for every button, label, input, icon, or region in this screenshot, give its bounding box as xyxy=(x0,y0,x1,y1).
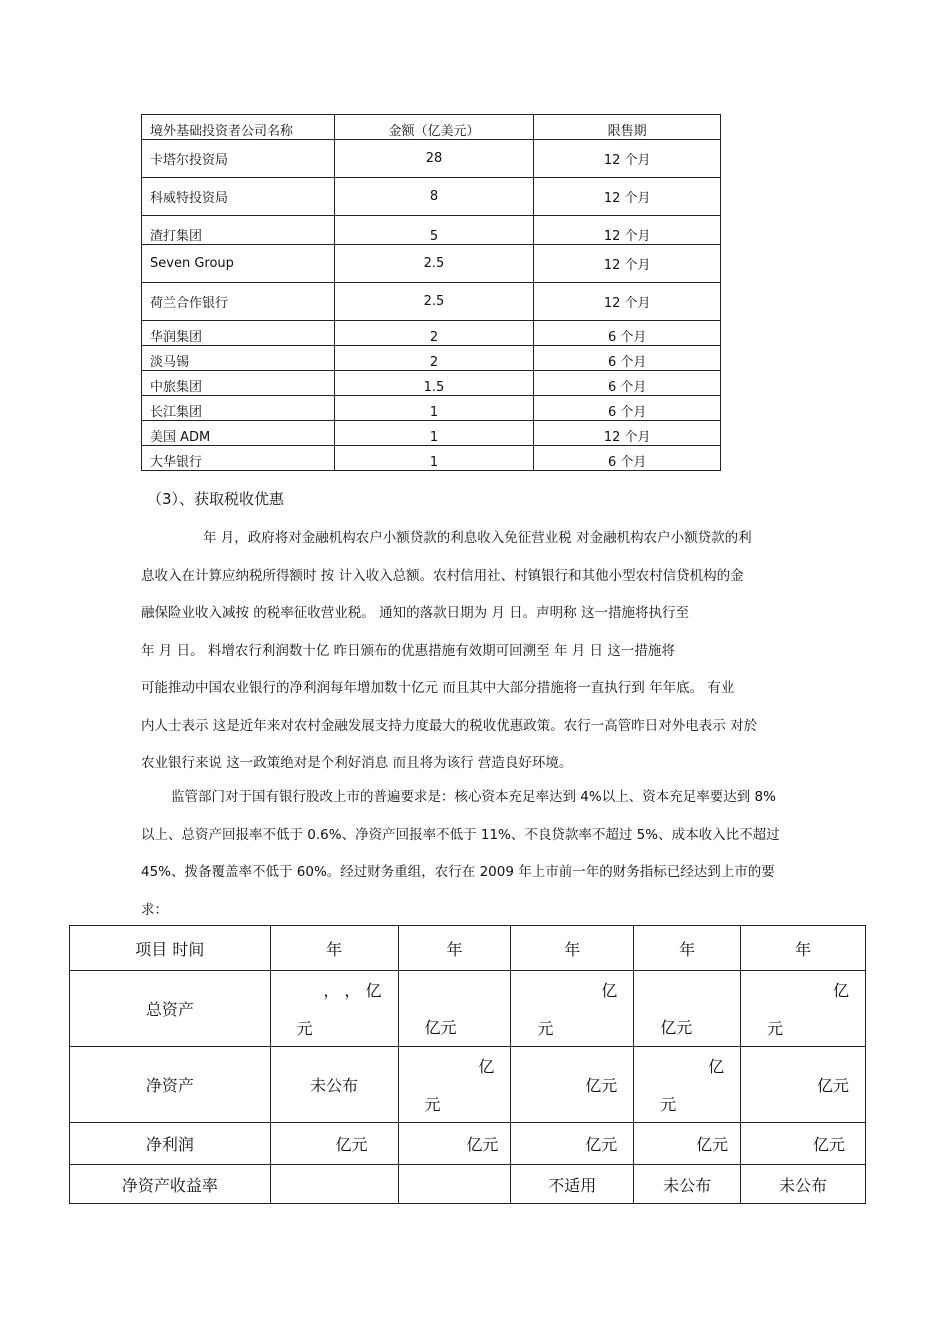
row-label: 净资产 xyxy=(70,1047,271,1123)
row-label: 净利润 xyxy=(70,1123,271,1165)
lockup-period: 12 个月 xyxy=(534,140,721,178)
cell-text: 亿元 xyxy=(424,1017,457,1037)
lockup-period: 6 个月 xyxy=(534,346,721,371)
cell: 亿元 xyxy=(634,1123,741,1165)
cell xyxy=(398,1165,511,1204)
cell xyxy=(398,971,511,1047)
cell: 未公布 xyxy=(741,1165,866,1204)
cell-text: 元 xyxy=(424,1094,441,1114)
paragraph-regulatory-requirements xyxy=(141,779,809,929)
table-row xyxy=(142,178,721,216)
lockup-period: 6 个月 xyxy=(534,446,721,471)
cell-text: 亿元 xyxy=(660,1017,693,1037)
cell: 亿元 xyxy=(511,1123,634,1165)
cell-text: 元 xyxy=(537,1018,554,1038)
table-row xyxy=(142,216,721,245)
company-name: 华润集团 xyxy=(142,321,335,346)
lockup-period: 12 个月 xyxy=(534,178,721,216)
cell xyxy=(398,1047,511,1123)
header-year: 年 xyxy=(634,926,741,971)
amount: 8 xyxy=(334,178,534,216)
cell-spacer xyxy=(634,979,740,998)
cell-text: 亿 xyxy=(708,1057,725,1077)
header-company: 境外基础投资者公司名称 xyxy=(142,115,335,140)
table-row xyxy=(142,140,721,178)
cell xyxy=(634,971,741,1047)
amount: 2 xyxy=(334,346,534,371)
lockup-period: 6 个月 xyxy=(534,371,721,396)
amount: 2.5 xyxy=(334,283,534,321)
paragraph-line: 农业银行来说 这一政策绝对是个利好消息 而且将为该行 营造良好环境。 xyxy=(141,755,573,771)
cell: 亿元 xyxy=(398,1123,511,1165)
cell: 未公布 xyxy=(634,1165,741,1204)
cell-text: 亿 xyxy=(832,981,849,1001)
row-net-assets xyxy=(70,1047,866,1123)
cell: 不适用 xyxy=(511,1165,634,1204)
cell: 亿元 xyxy=(270,1123,398,1165)
table-header-row xyxy=(142,115,721,140)
table-row xyxy=(142,245,721,283)
row-roe xyxy=(70,1165,866,1204)
cell-text: 元 xyxy=(767,1018,784,1038)
paragraph-line: 求： xyxy=(141,901,168,918)
paragraph-line: 可能推动中国农业银行的净利润每年增加数十亿元 而且其中大部分措施将一直执行到 年年底。 有业 xyxy=(141,680,735,696)
company-name: 渣打集团 xyxy=(142,216,335,245)
paragraph-line: 45%、拨备覆盖率不低于 60%。经过财务重组，农行在 2009 年上市前一年的财务指标已经达到上市的要 xyxy=(141,864,775,880)
paragraph-line: 内人士表示 这是近年来对农村金融发展支持力度最大的税收优惠政策。农行一高管昨日对外电表示 对於 xyxy=(141,717,758,734)
cell xyxy=(270,1165,398,1204)
header-amount: 金额（亿美元） xyxy=(334,115,534,140)
table-row xyxy=(142,421,721,446)
lockup-period: 12 个月 xyxy=(534,216,721,245)
cell xyxy=(741,971,866,1047)
company-name: 科威特投资局 xyxy=(142,178,335,216)
cell xyxy=(270,971,398,1047)
table-row xyxy=(142,446,721,471)
cell xyxy=(511,971,634,1047)
lockup-period: 12 个月 xyxy=(534,245,721,283)
header-year: 年 xyxy=(270,926,398,971)
row-total-assets xyxy=(70,971,866,1047)
paragraph-line: 以上、总资产回报率不低于 0.6%、净资产回报率不低于 11%、不良贷款率不超过 5%、成本收入比不超过 xyxy=(141,826,780,843)
company-name: 淡马锡 xyxy=(142,346,335,371)
amount: 1 xyxy=(334,396,534,421)
amount: 2 xyxy=(334,321,534,346)
table-row xyxy=(142,346,721,371)
lockup-period: 12 个月 xyxy=(534,283,721,321)
financial-header-row xyxy=(70,926,866,971)
paragraph-line: 监管部门对于国有银行股改上市的普遍要求是：核心资本充足率达到 4%以上、资本充足率要达到 8% xyxy=(171,789,776,805)
company-name: 卡塔尔投资局 xyxy=(142,140,335,178)
lockup-period: 6 个月 xyxy=(534,396,721,421)
header-year: 年 xyxy=(511,926,634,971)
header-year: 年 xyxy=(741,926,866,971)
table-row xyxy=(142,283,721,321)
cell-text: ， ， 亿 xyxy=(323,981,382,1001)
table-row xyxy=(142,396,721,421)
amount: 2.5 xyxy=(334,245,534,283)
lockup-period: 12 个月 xyxy=(534,421,721,446)
company-name: 荷兰合作银行 xyxy=(142,283,335,321)
company-name: 长江集团 xyxy=(142,396,335,421)
amount: 1.5 xyxy=(334,371,534,396)
amount: 5 xyxy=(334,216,534,245)
company-name: Seven Group xyxy=(142,245,335,283)
cell-spacer xyxy=(399,979,511,998)
lockup-period: 6 个月 xyxy=(534,321,721,346)
amount: 28 xyxy=(334,140,534,178)
cell: 未公布 xyxy=(270,1047,398,1123)
amount: 1 xyxy=(334,421,534,446)
cell: 亿元 xyxy=(741,1047,866,1123)
paragraph-line: 年 月，政府将对金融机构农户小额贷款的利息收入免征营业税 对金融机构农户小额贷款的利 xyxy=(203,530,752,546)
cell-text: 元 xyxy=(296,1018,313,1038)
table-row xyxy=(142,371,721,396)
header-item-time: 项目 时间 xyxy=(70,926,271,971)
cell-text: 亿 xyxy=(478,1057,495,1077)
row-label: 总资产 xyxy=(70,971,271,1047)
cell-text: 元 xyxy=(660,1094,677,1114)
cell-text: 亿 xyxy=(601,981,618,1001)
header-period: 限售期 xyxy=(534,115,721,140)
header-year: 年 xyxy=(398,926,511,971)
investor-table xyxy=(141,114,721,471)
row-net-profit xyxy=(70,1123,866,1165)
company-name: 中旅集团 xyxy=(142,371,335,396)
company-name: 美国 ADM xyxy=(142,421,335,446)
company-name: 大华银行 xyxy=(142,446,335,471)
table-row xyxy=(142,321,721,346)
section-title: （3）、获取税收优惠 xyxy=(147,490,285,508)
paragraph-tax-incentive xyxy=(141,520,809,783)
row-label: 净资产收益率 xyxy=(70,1165,271,1204)
cell xyxy=(634,1047,741,1123)
financial-table xyxy=(69,925,866,1204)
amount: 1 xyxy=(334,446,534,471)
cell: 亿元 xyxy=(741,1123,866,1165)
paragraph-line: 息收入在计算应纳税所得额时 按 计入收入总额。农村信用社、村镇银行和其他小型农村信贷机构的金 xyxy=(141,567,744,584)
paragraph-line: 融保险业收入减按 的税率征收营业税。 通知的落款日期为 月 日。声明称 这一措施将执行至 xyxy=(141,605,689,621)
cell: 亿元 xyxy=(511,1047,634,1123)
paragraph-line: 年 月 日。 料增农行利润数十亿 昨日颁布的优惠措施有效期可回溯至 年 月 日 这一措施将 xyxy=(141,642,675,659)
